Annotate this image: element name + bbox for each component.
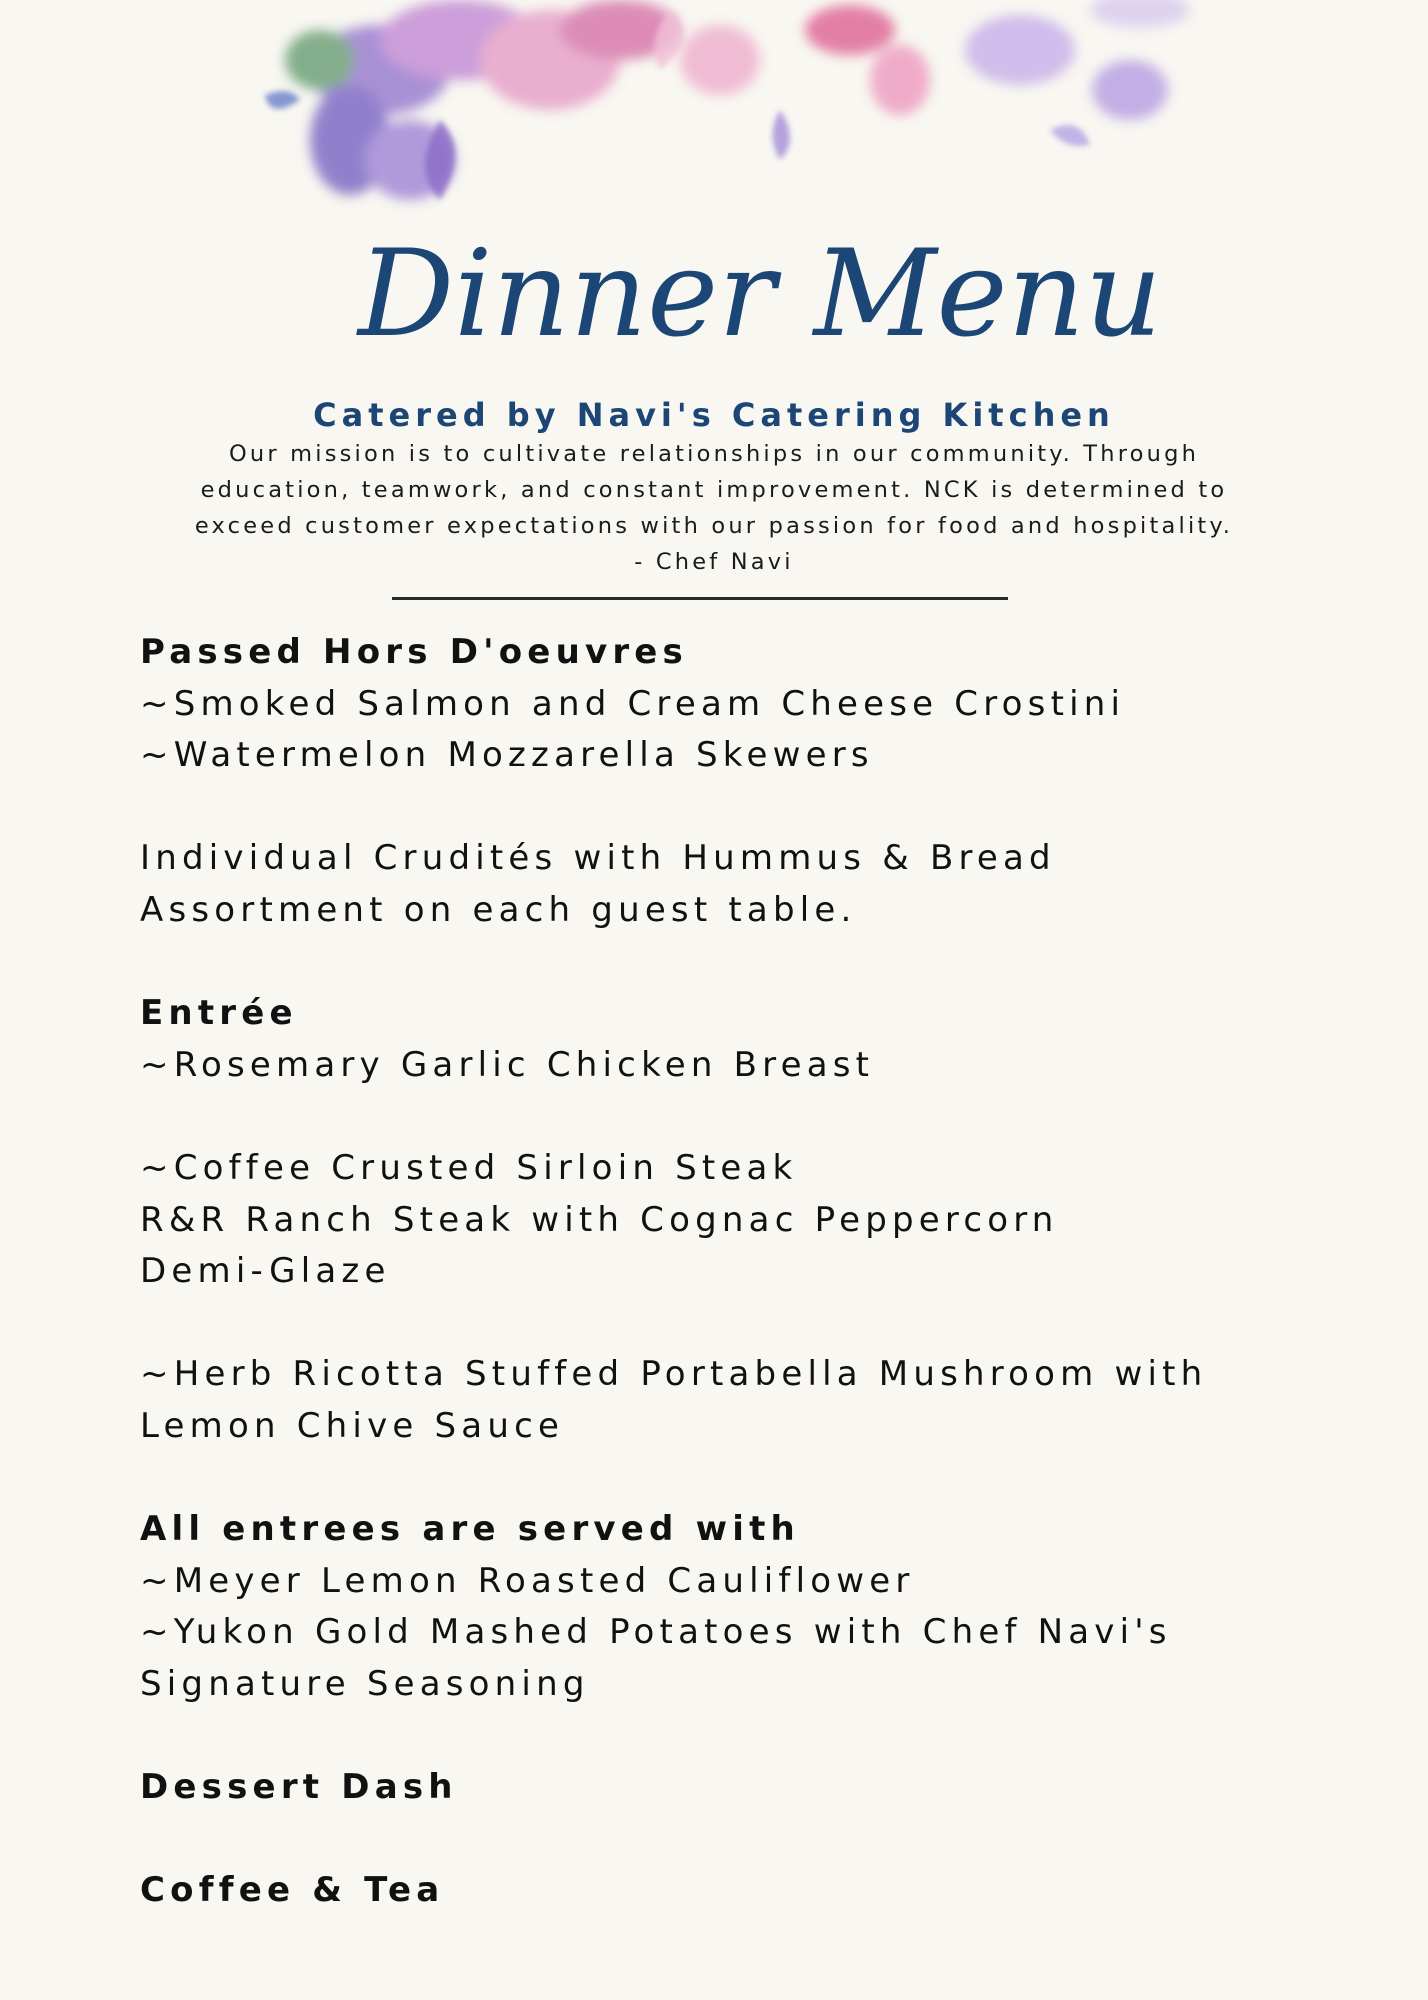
spacer — [140, 1298, 1300, 1350]
spacer — [140, 1814, 1300, 1866]
caterer-subtitle: Catered by Navi's Catering Kitchen — [313, 396, 1115, 434]
sides-heading: All entrees are served with — [140, 1509, 800, 1550]
page-title — [357, 205, 1163, 395]
mission-line: exceed customer expectations with our passion for food and hospitality. — [194, 513, 1234, 539]
mission-line: education, teamwork, and constant improvement. NCK is determined to — [200, 477, 1228, 503]
menu-item: ~Smoked Salmon and Cream Cheese Crostini — [140, 683, 1126, 724]
menu-item: ~Meyer Lemon Roasted Cauliflower — [140, 1560, 915, 1601]
menu-item: ~Herb Ricotta Stuffed Portabella Mushroom with — [140, 1354, 1208, 1395]
spacer — [140, 1091, 1300, 1143]
spacer — [140, 937, 1300, 989]
crudites-line: Assortment on each guest table. — [140, 889, 857, 930]
page-title-text: Dinner Menu — [357, 225, 1163, 364]
menu-body — [140, 627, 1300, 1917]
passed-heading: Passed Hors D'oeuvres — [140, 632, 688, 672]
menu-item: ~Coffee Crusted Sirloin Steak — [140, 1147, 798, 1188]
spacer — [140, 1453, 1300, 1505]
mission-line: Our mission is to cultivate relationships in our community. Through — [228, 441, 1200, 467]
menu-item: ~Rosemary Garlic Chicken Breast — [140, 1044, 875, 1085]
entree-heading: Entrée — [140, 993, 298, 1034]
menu-item: ~Watermelon Mozzarella Skewers — [140, 735, 874, 776]
spacer — [140, 1710, 1300, 1762]
coffee-heading: Coffee & Tea — [140, 1870, 445, 1911]
menu-item-detail: Signature Seasoning — [140, 1663, 590, 1704]
mission-statement — [100, 436, 1328, 580]
section-divider — [392, 597, 1008, 600]
spacer — [140, 782, 1300, 834]
menu-item-detail: R&R Ranch Steak with Cognac Peppercorn — [140, 1199, 1059, 1240]
mission-signature: - Chef Navi — [634, 549, 794, 575]
menu-item: ~Yukon Gold Mashed Potatoes with Chef Navi's — [140, 1612, 1172, 1653]
dessert-heading: Dessert Dash — [140, 1767, 458, 1808]
menu-item-detail: Demi-Glaze — [140, 1251, 391, 1292]
crudites-line: Individual Crudités with Hummus & Bread — [140, 838, 1056, 879]
menu-item-detail: Lemon Chive Sauce — [140, 1405, 565, 1446]
